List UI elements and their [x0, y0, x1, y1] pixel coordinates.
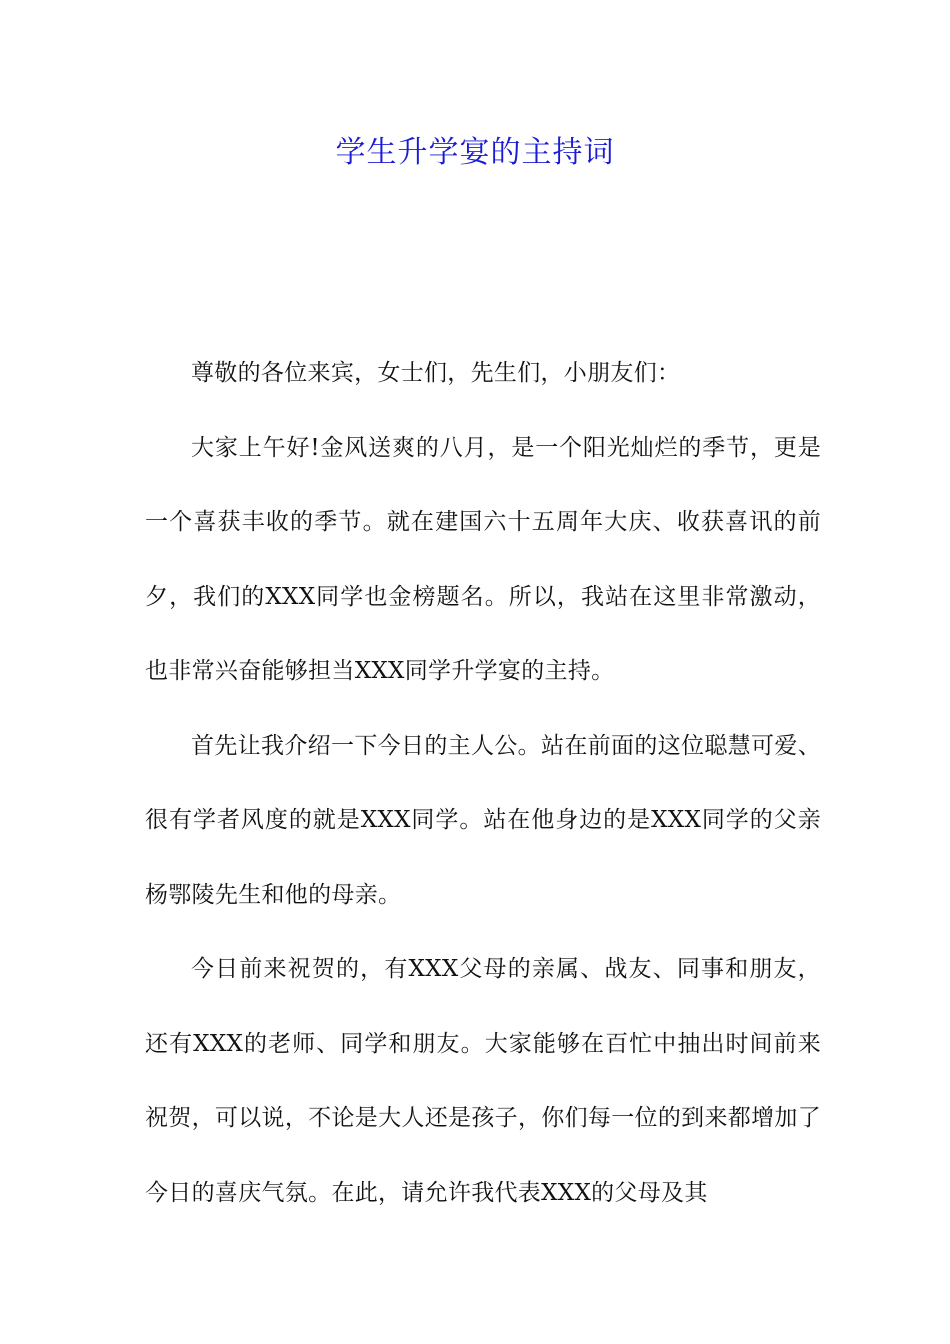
document-title: 学生升学宴的主持词 [335, 135, 615, 170]
paragraph-guests: 今日前来祝贺的，有XXX父母的亲属、战友、同事和朋友，还有XXX的老师、同学和朋友。大家能够在百忙中抽出时间前来祝贺，可以说，不论是大人还是孩子，你们每一位的到来都增加了今日的喜庆气氛。在此，请允许我代表XXX的父母及其 [145, 956, 821, 1206]
document-body [145, 336, 821, 1230]
paragraph-greeting: 尊敬的各位来宾，女士们，先生们，小朋友们： [191, 360, 681, 386]
paragraph-opening: 大家上午好!金风送爽的八月，是一个阳光灿烂的季节，更是一个喜获丰收的季节。就在建国六十五周年大庆、收获喜讯的前夕，我们的XXX同学也金榜题名。所以，我站在这里非常激动，也非常兴奋能够担当XXX同学升学宴的主持。 [145, 434, 821, 684]
paragraph-introduction: 首先让我介绍一下今日的主人公。站在前面的这位聪慧可爱、很有学者风度的就是XXX同学。站在他身边的是XXX同学的父亲杨鄂陵先生和他的母亲。 [145, 732, 821, 908]
